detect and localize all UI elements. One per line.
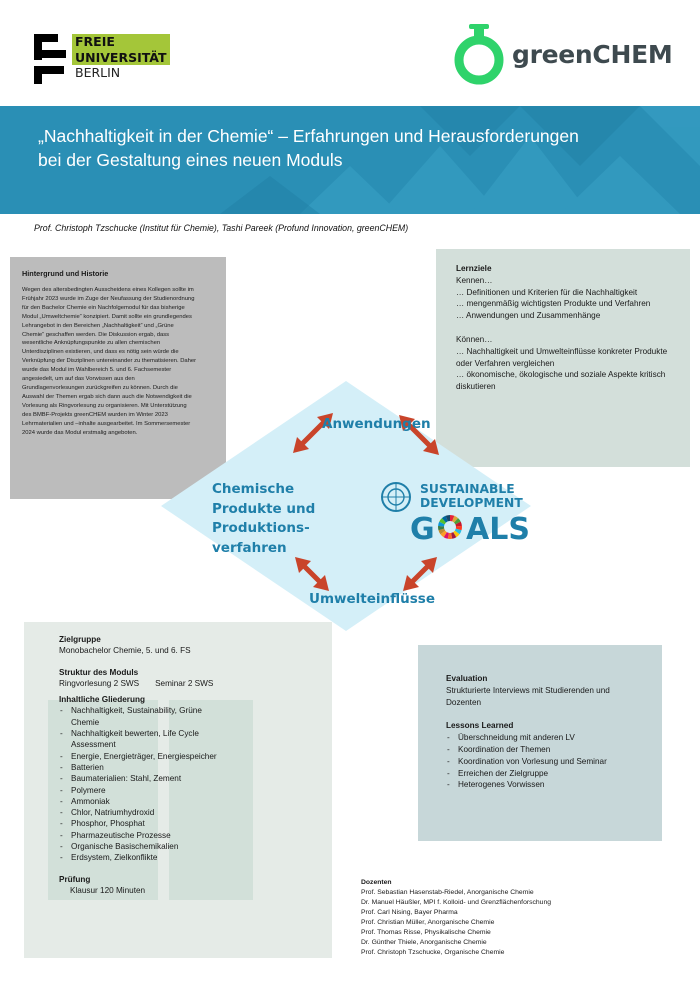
lessons-learned-item: - Überschneidung mit anderen LV (446, 732, 652, 744)
content-outline-item: - Ammoniak (59, 796, 229, 807)
background-text-line: Unterdisziplinen existieren, und dass es nötig sein würde die (22, 349, 179, 356)
background-text-line: Frühjahr 2023 wurde im Zuge der Neufassung der Studienordnung (22, 295, 195, 302)
diagram-label-line: verfahren (212, 539, 287, 556)
lecturer-item: Prof. Thomas Risse, Physikalische Chemie (361, 929, 491, 936)
lecturer-item: Dr. Manuel Häußler, MPI f. Kolloid- und Grenzflächenforschung (361, 899, 552, 906)
background-text-line: Lehrmaterialien und –inhalte ausgearbeitet. Im Sommersemester (22, 420, 191, 427)
koennen-line: diskutieren (456, 382, 496, 392)
kennen-item: … Anwendungen und Zusammenhänge (456, 311, 601, 321)
content-outline-item: - Chlor, Natriumhydroxid (59, 807, 229, 818)
evaluation-box (418, 645, 662, 841)
content-outline-item: - Energie, Energieträger, Energiespeicher (59, 751, 229, 762)
structure-heading: Struktur des Moduls (59, 667, 139, 677)
kennen-item: … mengenmäßig wichtigsten Produkte und Verfahren (456, 299, 651, 309)
structure-ring: Ringvorlesung 2 SWS (59, 678, 140, 688)
lecturer-item: Prof. Carl Nising, Bayer Pharma (361, 909, 458, 916)
lessons-learned-item: - Heterogenes Vorwissen (446, 779, 652, 791)
fu-logo-mark (34, 66, 42, 84)
content-outline-item: - Polymere (59, 785, 229, 796)
kennen-item: … Definitionen und Kriterien für die Nachhaltigkeit (456, 287, 638, 297)
greenchem-logo (450, 22, 680, 88)
background-text-line: Vorlesung als Ringvorlesung zu organisieren. Mit Unterstützung (22, 402, 187, 409)
title-banner (0, 106, 700, 214)
fu-logo-line2: UNIVERSITÄT (72, 50, 170, 66)
background-text-line: 2024 wurde das Modul erstmalig angeboten. (22, 429, 138, 436)
content-outline-item: - Nachhaltigkeit bewerten, Life Cycle Assessment (59, 728, 229, 751)
kennen-label: Kennen… (456, 275, 493, 285)
page-title (38, 124, 678, 172)
content-outline-heading: Inhaltliche Gliederung (59, 695, 145, 705)
sdg-line-2: DEVELOPMENT (420, 496, 523, 510)
fu-logo-mark (42, 50, 66, 58)
background-text-line: wurde das Modul im Wahlbereich 5. und 6. Fachsemester (22, 367, 172, 374)
content-outline-item: - Organische Basischemikalien (59, 841, 229, 852)
lecturers-list (361, 888, 551, 958)
evaluation-text (446, 685, 652, 709)
diagram-label-umwelteinfluesse: Umwelteinflüsse (309, 591, 435, 607)
koennen-line: … ökonomische, ökologische und soziale Aspekte kritisch (456, 370, 666, 380)
un-emblem-icon (382, 483, 410, 511)
lecturer-item: Dr. Günther Thiele, Anorganische Chemie (361, 939, 487, 946)
sdg-als: ALS (466, 512, 530, 547)
greenchem-wordmark: greenCHEM (512, 40, 673, 69)
background-text-line: Lehrangebot in den Bereichen „Nachhaltigkeit“ und „Grüne (22, 322, 174, 329)
sdg-g: G (410, 512, 435, 547)
structure-seminar: Seminar 2 SWS (155, 678, 214, 688)
evaluation-text-line: Strukturierte Interviews mit Studierenden und (446, 685, 610, 695)
lessons-learned-item: - Koordination von Vorlesung und Seminar (446, 756, 652, 768)
flask-ring-icon (450, 22, 510, 88)
lecturer-item: Prof. Sebastian Hasenstab-Riedel, Anorganische Chemie (361, 889, 534, 896)
structure-row (59, 678, 329, 689)
diagram-label-line: Produkte und (212, 500, 316, 517)
background-heading: Hintergrund und Historie (22, 269, 109, 278)
content-outline-item: - Phosphor, Phosphat (59, 818, 229, 829)
koennen-line: … Nachhaltigkeit und Umwelteinflüsse konkreter Produkte (456, 346, 668, 356)
content-outline-item: - Erdsystem, Zielkonflikte (59, 852, 229, 863)
lecturers-heading: Dozenten (361, 879, 392, 886)
lessons-learned-heading: Lessons Learned (446, 721, 514, 731)
target-group-content (59, 634, 329, 896)
background-text-line: wesentliche Anknüpfungspunkte zu allen chemischen (22, 340, 161, 347)
exam-value: Klausur 120 Minuten (70, 885, 146, 895)
title-line-2: bei der Gestaltung eines neuen Moduls (38, 150, 343, 170)
exam-heading: Prüfung (59, 874, 91, 884)
evaluation-text-line: Dozenten (446, 697, 482, 707)
content-outline-item: - Batterien (59, 762, 229, 773)
lessons-learned-item: - Koordination der Themen (446, 744, 652, 756)
background-text-line: angesiedelt, um auf das Vorwissen aus den (22, 376, 135, 383)
authors-line: Prof. Christoph Tzschucke (Institut für Chemie), Tashi Pareek (Profund Innovation, greenCHEM) (34, 223, 409, 233)
fu-berlin-logo (34, 34, 167, 88)
background-text-line: Auswahl der Themen ergab sich dann auch die Notwendigkeit die (22, 393, 192, 400)
lessons-learned-list (446, 732, 652, 791)
diagram-label-line: Produktions- (212, 520, 310, 536)
koennen-label: Können… (456, 334, 493, 344)
background-text-line: des BMBF-Projekts greenCHEM wurden im Winter 2023 (22, 411, 168, 418)
lecturer-item: Prof. Christoph Tzschucke, Organische Chemie (361, 949, 505, 956)
background-text-line: Grundlagenvorlesungen zurückgreifen zu können. Durch die (22, 384, 178, 391)
background-text-line: Modul „Umweltchemie“ konzipiert. Damit sollte ein grundlegendes (22, 313, 192, 320)
lessons-learned-item: - Erreichen der Zielgruppe (446, 768, 652, 780)
content-outline-item: - Baumaterialien: Stahl, Zement (59, 773, 229, 784)
background-text-line: Verknüpfung der Disziplinen untereinander zu thematisieren. Daher (22, 358, 197, 365)
target-group-heading: Zielgruppe (59, 635, 101, 644)
diagram-label-line: Chemische (212, 481, 295, 497)
background-text-line: für den Bachelor Chemie ein Nachfolgemodul für das bisherige (22, 304, 185, 311)
content-outline-list (59, 705, 229, 863)
background-text-line: Chemie“ geschaffen werden. Die Diskussion ergab, dass (22, 331, 170, 338)
lecturer-item: Prof. Christian Müller, Anorganische Chemie (361, 919, 495, 926)
title-line-1: „Nachhaltigkeit in der Chemie“ – Erfahrungen und Herausforderungen (38, 126, 579, 146)
koennen-line: oder Verfahren vergleichen (456, 358, 555, 368)
target-group-value: Monobachelor Chemie, 5. und 6. FS (59, 646, 191, 656)
fu-logo-line3: BERLIN (75, 65, 121, 80)
background-text-line: Wegen des altersbedingten Ausscheidens eines Kollegen sollte im (22, 287, 194, 293)
lecturers-section (361, 878, 551, 958)
content-outline-item: - Pharmazeutische Prozesse (59, 830, 229, 841)
evaluation-heading: Evaluation (446, 674, 488, 683)
diagram-label-anwendungen: Anwendungen (322, 416, 431, 432)
fu-logo-line1: FREIE (72, 34, 170, 50)
learning-goals-heading: Lernziele (456, 264, 492, 273)
content-outline-item: - Nachhaltigkeit, Sustainability, Grüne Chemie (59, 705, 229, 728)
kennen-list (456, 287, 680, 322)
fu-logo-mark (34, 34, 42, 60)
sdg-line-1: SUSTAINABLE (420, 482, 515, 496)
diagram-label-chemische-produkte (212, 480, 315, 558)
